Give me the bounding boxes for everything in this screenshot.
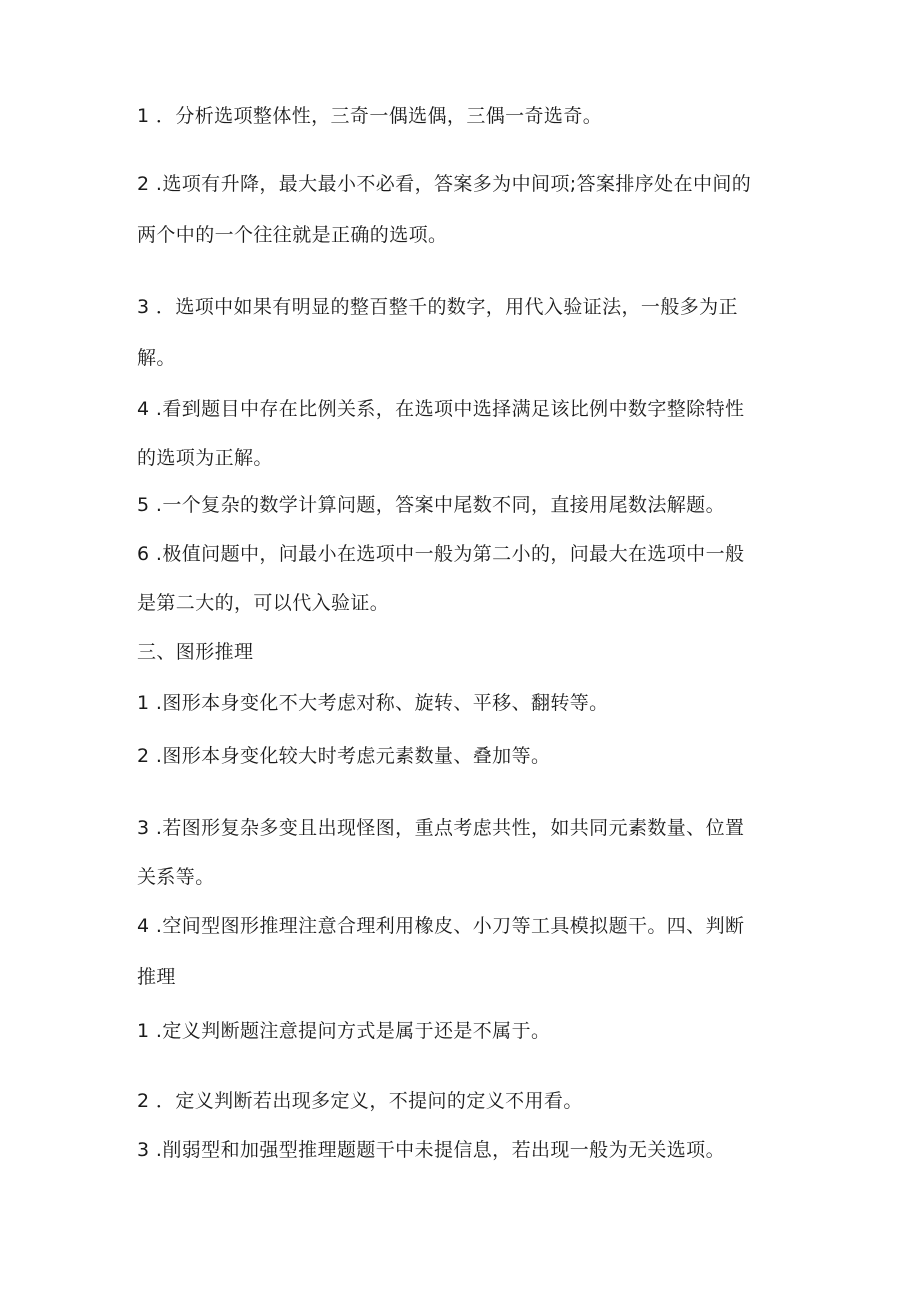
text-line: 推理 (137, 966, 176, 988)
text-line: 5 .一个复杂的数学计算问题，答案中尾数不同，直接用尾数法解题。 (137, 494, 725, 516)
text-line: 是第二大的，可以代入验证。 (137, 592, 390, 614)
text-line: 1 ．分析选项整体性，三奇一偶选偶，三偶一奇选奇。 (137, 105, 603, 127)
text-line: 4 .空间型图形推理注意合理利用橡皮、小刀等工具模拟题干。四、判断 (137, 915, 745, 937)
text-line: 2 .选项有升降，最大最小不必看，答案多为中间项;答案排序处在中间的 (137, 173, 752, 195)
text-line: 1 .图形本身变化不大考虑对称、旋转、平移、翻转等。 (137, 692, 609, 714)
text-line: 3 .若图形复杂多变且出现怪图，重点考虑共性，如共同元素数量、位置 (137, 817, 745, 839)
section-heading: 三、图形推理 (137, 641, 254, 663)
text-line: 3 .削弱型和加强型推理题题干中未提信息，若出现一般为无关选项。 (137, 1139, 725, 1161)
text-line: 两个中的一个往往就是正确的选项。 (137, 224, 448, 246)
text-line: 1 .定义判断题注意提问方式是属于还是不属于。 (137, 1020, 551, 1042)
text-line: 3 ．选项中如果有明显的整百整千的数字，用代入验证法，一般多为正 (137, 296, 738, 318)
text-line: 2 ．定义判断若出现多定义，不提问的定义不用看。 (137, 1090, 583, 1112)
text-line: 6 .极值问题中，问最小在选项中一般为第二小的，问最大在选项中一般 (137, 543, 745, 565)
text-line: 关系等。 (137, 866, 215, 888)
text-line: 解。 (137, 347, 176, 369)
text-line: 2 .图形本身变化较大时考虑元素数量、叠加等。 (137, 745, 551, 767)
text-line: 4 .看到题目中存在比例关系，在选项中选择满足该比例中数字整除特性 (137, 398, 745, 420)
text-line: 的选项为正解。 (137, 447, 273, 469)
